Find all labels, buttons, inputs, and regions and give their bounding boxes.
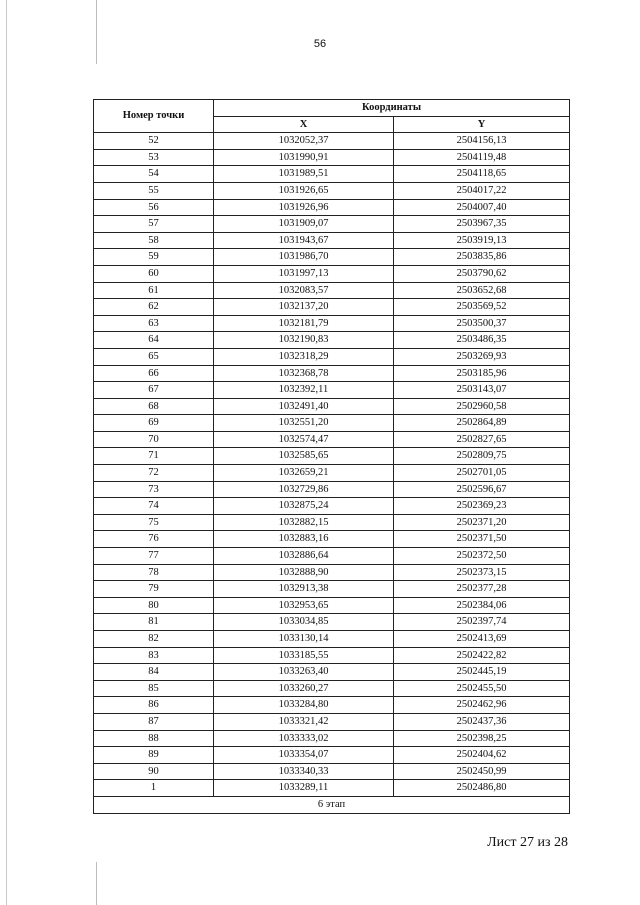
- table-row: [94, 182, 570, 199]
- cell-point-number: 67: [94, 382, 214, 399]
- cell-point-number: 58: [94, 232, 214, 249]
- cell-y: 2502445,19: [394, 664, 570, 681]
- cell-x: 1033354,07: [214, 747, 394, 764]
- cell-point-number: 71: [94, 448, 214, 465]
- cell-y: 2502372,50: [394, 548, 570, 565]
- table-row: [94, 365, 570, 382]
- cell-point-number: 65: [94, 348, 214, 365]
- table-row: [94, 614, 570, 631]
- table-row: [94, 199, 570, 216]
- cell-y: 2503269,93: [394, 348, 570, 365]
- cell-y: 2504007,40: [394, 199, 570, 216]
- cell-y: 2504156,13: [394, 133, 570, 150]
- cell-x: 1032882,15: [214, 514, 394, 531]
- cell-point-number: 77: [94, 548, 214, 565]
- cell-x: 1031943,67: [214, 232, 394, 249]
- binding-line-bottom: [96, 862, 97, 905]
- cell-y: 2502371,20: [394, 514, 570, 531]
- cell-point-number: 63: [94, 315, 214, 332]
- cell-point-number: 64: [94, 332, 214, 349]
- cell-y: 2502827,65: [394, 431, 570, 448]
- cell-x: 1032181,79: [214, 315, 394, 332]
- cell-y: 2503652,68: [394, 282, 570, 299]
- table-row: [94, 332, 570, 349]
- cell-x: 1033130,14: [214, 631, 394, 648]
- cell-y: 2503835,86: [394, 249, 570, 266]
- table-row: [94, 697, 570, 714]
- cell-x: 1032574,47: [214, 431, 394, 448]
- table-row: [94, 133, 570, 150]
- cell-x: 1032190,83: [214, 332, 394, 349]
- header-x: X: [214, 116, 394, 133]
- cell-point-number: 59: [94, 249, 214, 266]
- cell-y: 2503790,62: [394, 265, 570, 282]
- table-row: [94, 216, 570, 233]
- table-row: [94, 232, 570, 249]
- cell-point-number: 78: [94, 564, 214, 581]
- sheet-label: Лист 27 из 28: [487, 835, 568, 850]
- cell-point-number: 68: [94, 398, 214, 415]
- cell-point-number: 76: [94, 531, 214, 548]
- cell-y: 2502455,50: [394, 680, 570, 697]
- table-row: [94, 249, 570, 266]
- cell-x: 1033263,40: [214, 664, 394, 681]
- table-row: [94, 448, 570, 465]
- cell-x: 1032392,11: [214, 382, 394, 399]
- cell-y: 2502413,69: [394, 631, 570, 648]
- cell-point-number: 74: [94, 498, 214, 515]
- cell-point-number: 89: [94, 747, 214, 764]
- table-row: [94, 166, 570, 183]
- table-row: [94, 498, 570, 515]
- cell-x: 1032318,29: [214, 348, 394, 365]
- cell-point-number: 61: [94, 282, 214, 299]
- table-row: [94, 265, 570, 282]
- table-row: [94, 465, 570, 482]
- cell-y: 2502371,50: [394, 531, 570, 548]
- cell-y: 2504017,22: [394, 182, 570, 199]
- cell-y: 2503967,35: [394, 216, 570, 233]
- cell-y: 2502486,80: [394, 780, 570, 797]
- table-row: [94, 348, 570, 365]
- cell-x: 1031926,65: [214, 182, 394, 199]
- cell-point-number: 69: [94, 415, 214, 432]
- cell-y: 2502369,23: [394, 498, 570, 515]
- cell-x: 1033333,02: [214, 730, 394, 747]
- table-row: [94, 481, 570, 498]
- cell-point-number: 70: [94, 431, 214, 448]
- cell-x: 1033340,33: [214, 763, 394, 780]
- table-row: [94, 282, 570, 299]
- cell-x: 1032883,16: [214, 531, 394, 548]
- table-row: [94, 531, 570, 548]
- cell-x: 1032368,78: [214, 365, 394, 382]
- cell-x: 1033289,11: [214, 780, 394, 797]
- cell-x: 1032888,90: [214, 564, 394, 581]
- stage-label: 6 этап: [94, 796, 570, 813]
- cell-point-number: 87: [94, 713, 214, 730]
- table-row: [94, 398, 570, 415]
- cell-y: 2502397,74: [394, 614, 570, 631]
- cell-x: 1032886,64: [214, 548, 394, 565]
- cell-y: 2503185,96: [394, 365, 570, 382]
- cell-y: 2504118,65: [394, 166, 570, 183]
- cell-y: 2503500,37: [394, 315, 570, 332]
- cell-point-number: 66: [94, 365, 214, 382]
- cell-x: 1031989,51: [214, 166, 394, 183]
- cell-point-number: 56: [94, 199, 214, 216]
- cell-point-number: 72: [94, 465, 214, 482]
- table-row: [94, 730, 570, 747]
- cell-point-number: 84: [94, 664, 214, 681]
- table-row: [94, 514, 570, 531]
- cell-point-number: 80: [94, 597, 214, 614]
- cell-x: 1033034,85: [214, 614, 394, 631]
- scan-margin-line: [6, 0, 7, 905]
- table-row: [94, 713, 570, 730]
- cell-y: 2503569,52: [394, 299, 570, 316]
- cell-x: 1031926,96: [214, 199, 394, 216]
- cell-y: 2502384,06: [394, 597, 570, 614]
- cell-x: 1032585,65: [214, 448, 394, 465]
- cell-x: 1031997,13: [214, 265, 394, 282]
- table-row: [94, 299, 570, 316]
- table-row: [94, 631, 570, 648]
- cell-point-number: 90: [94, 763, 214, 780]
- cell-point-number: 57: [94, 216, 214, 233]
- cell-point-number: 79: [94, 581, 214, 598]
- binding-line-top: [96, 0, 97, 64]
- cell-y: 2503919,13: [394, 232, 570, 249]
- table-row: [94, 564, 570, 581]
- cell-x: 1031909,07: [214, 216, 394, 233]
- cell-point-number: 52: [94, 133, 214, 150]
- cell-x: 1032953,65: [214, 597, 394, 614]
- table-row: [94, 763, 570, 780]
- cell-x: 1032137,20: [214, 299, 394, 316]
- table-row: [94, 431, 570, 448]
- cell-point-number: 55: [94, 182, 214, 199]
- cell-y: 2502462,96: [394, 697, 570, 714]
- cell-y: 2502596,67: [394, 481, 570, 498]
- cell-y: 2502398,25: [394, 730, 570, 747]
- cell-point-number: 82: [94, 631, 214, 648]
- cell-x: 1033260,27: [214, 680, 394, 697]
- cell-x: 1032083,57: [214, 282, 394, 299]
- header-coordinates: Координаты: [214, 100, 570, 117]
- cell-y: 2504119,48: [394, 149, 570, 166]
- cell-x: 1032875,24: [214, 498, 394, 515]
- table-row: [94, 315, 570, 332]
- table-row: [94, 664, 570, 681]
- cell-y: 2502377,28: [394, 581, 570, 598]
- table-row: [94, 548, 570, 565]
- cell-x: 1031990,91: [214, 149, 394, 166]
- cell-y: 2502864,89: [394, 415, 570, 432]
- cell-point-number: 75: [94, 514, 214, 531]
- cell-y: 2502809,75: [394, 448, 570, 465]
- table-row: [94, 647, 570, 664]
- cell-y: 2502437,36: [394, 713, 570, 730]
- cell-point-number: 86: [94, 697, 214, 714]
- cell-x: 1033284,80: [214, 697, 394, 714]
- cell-point-number: 73: [94, 481, 214, 498]
- cell-x: 1032729,86: [214, 481, 394, 498]
- cell-point-number: 81: [94, 614, 214, 631]
- header-point-number: Номер точки: [94, 100, 214, 133]
- cell-x: 1032551,20: [214, 415, 394, 432]
- cell-point-number: 60: [94, 265, 214, 282]
- table-row: [94, 780, 570, 797]
- table-row: [94, 415, 570, 432]
- cell-y: 2503143,07: [394, 382, 570, 399]
- page-number: 56: [313, 38, 327, 50]
- table-row: [94, 597, 570, 614]
- cell-y: 2503486,35: [394, 332, 570, 349]
- cell-point-number: 53: [94, 149, 214, 166]
- table-row: [94, 581, 570, 598]
- coordinates-table: [93, 99, 570, 814]
- cell-y: 2502960,58: [394, 398, 570, 415]
- cell-y: 2502701,05: [394, 465, 570, 482]
- table-row: [94, 149, 570, 166]
- cell-point-number: 62: [94, 299, 214, 316]
- cell-point-number: 83: [94, 647, 214, 664]
- cell-x: 1032491,40: [214, 398, 394, 415]
- cell-point-number: 54: [94, 166, 214, 183]
- cell-point-number: 88: [94, 730, 214, 747]
- cell-x: 1032052,37: [214, 133, 394, 150]
- cell-x: 1033185,55: [214, 647, 394, 664]
- cell-x: 1032913,38: [214, 581, 394, 598]
- table-row: [94, 680, 570, 697]
- header-y: Y: [394, 116, 570, 133]
- cell-x: 1033321,42: [214, 713, 394, 730]
- cell-x: 1031986,70: [214, 249, 394, 266]
- cell-y: 2502450,99: [394, 763, 570, 780]
- cell-y: 2502422,82: [394, 647, 570, 664]
- cell-x: 1032659,21: [214, 465, 394, 482]
- table-row: [94, 382, 570, 399]
- cell-point-number: 85: [94, 680, 214, 697]
- cell-y: 2502373,15: [394, 564, 570, 581]
- table-row: [94, 747, 570, 764]
- cell-point-number: 1: [94, 780, 214, 797]
- cell-y: 2502404,62: [394, 747, 570, 764]
- table-body: [94, 133, 570, 797]
